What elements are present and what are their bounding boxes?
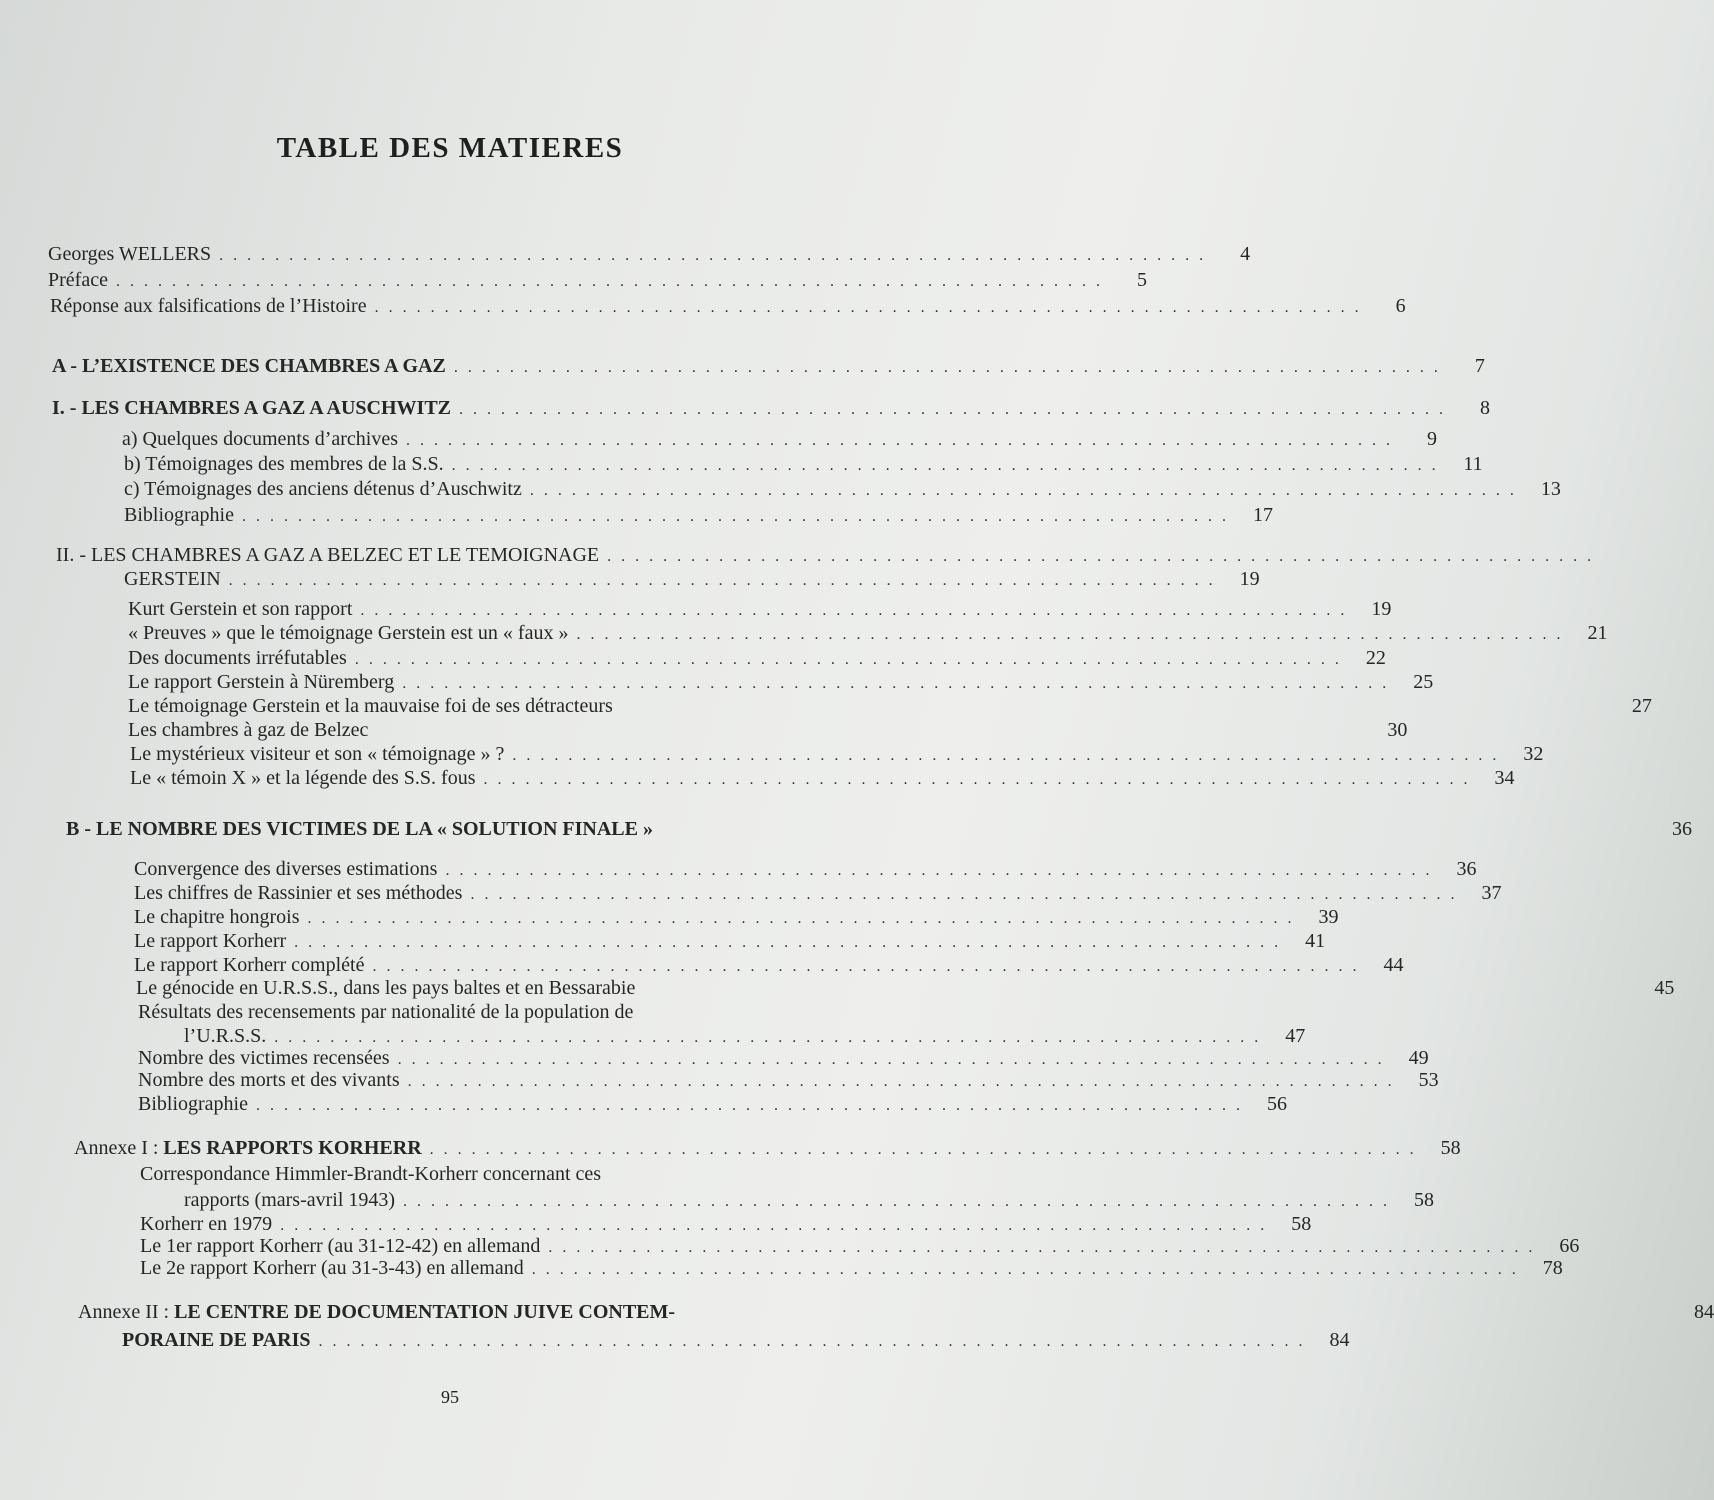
toc-entry-title: B - LE NOMBRE DES VICTIMES DE LA « SOLUTION FINALE » (66, 818, 653, 840)
toc-entry-title: Nombre des victimes recensées (138, 1047, 390, 1069)
toc-entry-title: Préface (48, 269, 108, 291)
toc-entry-title: Résultats des recensements par nationalité de la population de (138, 1001, 634, 1023)
toc-entry-page: 58 (1440, 1137, 1461, 1159)
toc-entry (140, 1256, 1563, 1280)
toc-entry-title: Réponse aux falsifications de l’Histoire (50, 295, 367, 317)
toc-entry-page: 4 (1240, 243, 1251, 265)
dot-leader: . . . . . . . . . . . . . . . . . . . . . . . . . . . . . . . . . . . . . . . . . . . . . . . . . . . . . . . . . . . . . . . . . . . . . . . (255, 1097, 1243, 1114)
toc-entry-title: Korherr en 1979 (140, 1213, 273, 1235)
dot-leader: . . . . . . . . . . . . . . . . . . . . . . . . . . . . . . . . . . . . . . . . . . . . . . . . . . . . . . . . . . . . . . . . . . . . . . . (451, 457, 1439, 474)
toc-entry (138, 1068, 1439, 1092)
toc-entry-page: 34 (1494, 767, 1515, 789)
dot-leader: . . . . . . . . . . . . . . . . . . . . . . . . . . . . . . . . . . . . . . . . . . . . . . . . . . . . . . . . . . . . . . . . . . . . . . . (548, 1239, 1536, 1256)
toc-entry-title: Les chiffres de Rassinier et ses méthodes (134, 882, 463, 904)
toc-entry-title: Des documents irréfutables (128, 647, 347, 669)
toc-entry (130, 742, 1544, 766)
toc-entry-bold-title: LES RAPPORTS KORHERR (163, 1137, 422, 1159)
dot-leader: . . . . . . . . . . . . . . . . . . . . . . . . . . . . . . . . . . . . . . . . . . . . . . . . . . . . . . . . . . . . . . . . . . . . . . . (576, 626, 1564, 643)
dot-leader: . . . . . . . . . . . . . . . . . . . . . . . . . . . . . . . . . . . . . . . . . . . . . . . . . . . . . . . . . . . . . . . . . . . . . . . (228, 572, 1216, 589)
toc-entry (128, 670, 1434, 694)
toc-entry-title: I. - LES CHAMBRES A GAZ A AUSCHWITZ (52, 397, 451, 419)
toc-entry (56, 543, 1595, 567)
toc-entry (140, 1162, 810, 1186)
dot-leader: . . . . . . . . . . . . . . . . . . . . . . . . . . . . . . . . . . . . . . . . . . . . . . . . . . . . . . . . . . . . . . . . . . . . . . . (429, 1141, 1417, 1158)
toc-entry (48, 242, 1251, 266)
toc-entry-title: c) Témoignages des anciens détenus d’Auschwitz (124, 478, 522, 500)
toc-entry-page: 13 (1540, 478, 1561, 500)
toc-entry-title: a) Quelques documents d’archives (122, 428, 399, 450)
toc-entry-title: rapports (mars-avril 1943) (184, 1189, 396, 1211)
dot-leader: . . . . . . . . . . . . . . . . . . . . . . . . . . . . . . . . . . . . . . . . . . . . . . . . . . . . . . . . . . . . . . . . . . . . . . . (307, 910, 1295, 927)
dot-leader: . . . . . . . . . . . . . . . . . . . . . . . . . . . . . . . . . . . . . . . . . . . . . . . . . . . . . . . . . . . . . . . . . . . . . . . (115, 273, 1103, 290)
dot-leader: . . . . . . . . . . . . . . . . . . . . . . . . . . . . . . . . . . . . . . . . . . . . . . . . . . . . . . . . . . . . . . . . . . . . . . . (318, 1333, 1306, 1350)
toc-entry-page: 11 (1463, 453, 1483, 475)
toc-entry (134, 857, 1477, 881)
toc-entry-title: Correspondance Himmler-Brandt-Korherr concernant ces (140, 1163, 602, 1185)
toc-entry (78, 1300, 1714, 1324)
toc-entry (134, 929, 1326, 953)
toc-entry-page: 78 (1542, 1257, 1563, 1279)
toc-entry-page: 66 (1559, 1235, 1580, 1257)
toc-entry-page: 58 (1291, 1213, 1312, 1235)
toc-entry (52, 354, 1485, 378)
toc-entry (134, 953, 1404, 977)
toc-entry-page: 44 (1383, 954, 1404, 976)
toc-entry-page: 84 (1329, 1329, 1350, 1351)
dot-leader: . . . . . . . . . . . . . . . . . . . . . . . . . . . . . . . . . . . . . . . . . . . . . . . . . . . . . . . . . . . . . . . . . . . . . . . (403, 1193, 1391, 1210)
toc-entry (128, 621, 1608, 645)
toc-entry-page: 21 (1587, 622, 1608, 644)
toc-entry (134, 905, 1339, 929)
toc-entry-page: 58 (1414, 1189, 1435, 1211)
dot-leader: . . . . . . . . . . . . . . . . . . . . . . . . . . . . . . . . . . . . . . . . . . . . . . . . . . . . . . . . . . . . . . . . . . . . . . . (360, 602, 1348, 619)
dot-leader: . . . . . . . . . . . . . . . . . . . . . . . . . . . . . . . . . . . . . . . . . . . . . . . . . . . . . . . . . . . . . . . . . . . . . . . (294, 934, 1282, 951)
dot-leader: . . . . . . . . . . . . . . . . . . . . . . . . . . . . . . . . . . . . . . . . . . . . . . . . . . . . . . . . . . . . . . . . . . . . . . . (531, 1261, 1519, 1278)
toc-entry-page: 25 (1413, 671, 1434, 693)
toc-entry-page: 41 (1305, 930, 1326, 952)
toc-entry (184, 1024, 1306, 1048)
toc-entry-page: 22 (1365, 647, 1386, 669)
toc-entry-title: Le 2e rapport Korherr (au 31-3-43) en allemand (140, 1257, 524, 1279)
toc-entry-page: 36 (1456, 858, 1477, 880)
toc-entry (124, 452, 1483, 476)
toc-entry (66, 817, 1692, 841)
toc-entry-title: Le génocide en U.R.S.S., dans les pays baltes et en Bessarabie (136, 977, 636, 999)
toc-entry (134, 881, 1502, 905)
dot-leader: . . . . . . . . . . . . . . . . . . . . . . . . . . . . . . . . . . . . . . . . . . . . . . . . . . . . . . . . . . . . . . . . . . . . . . . (529, 482, 1517, 499)
toc-entry (52, 396, 1490, 420)
toc-entry (130, 766, 1515, 790)
dot-leader: . . . . . . . . . . . . . . . . . . . . . . . . . . . . . . . . . . . . . . . . . . . . . . . . . . . . . . . . . . . . . . . . . . . . . . . (219, 247, 1207, 264)
toc-entry (128, 718, 1408, 742)
toc-entry (124, 477, 1561, 501)
dot-leader: . . . . . . . . . . . . . . . . . . . . . . . . . . . . . . . . . . . . . . . . . . . . . . . . . . . . . . . . . . . . . . . . . . . . . . . (607, 548, 1595, 565)
toc-entry-bold-title: LE CENTRE DE DOCUMENTATION JUIVE CONTEM- (174, 1301, 676, 1323)
toc-entry-title: Bibliographie (138, 1093, 248, 1115)
toc-entry-page: 37 (1481, 882, 1502, 904)
page-title: TABLE DES MATIERES (276, 132, 624, 164)
toc-entry-title: Le 1er rapport Korherr (au 31-12-42) en allemand (140, 1235, 541, 1257)
toc-entry-page: 17 (1252, 504, 1273, 526)
toc-entry-page: 19 (1371, 598, 1392, 620)
toc-entry-title: Le mystérieux visiteur et son « témoignage » ? (130, 743, 505, 765)
toc-entry-title: Georges WELLERS (48, 243, 212, 265)
toc-entry-title: b) Témoignages des membres de la S.S. (124, 453, 444, 475)
toc-entry-page: 6 (1395, 295, 1406, 317)
dot-leader: . . . . . . . . . . . . . . . . . . . . . . . . . . . . . . . . . . . . . . . . . . . . . . . . . . . . . . . . . . . . . . . . . . . . . . . (406, 432, 1394, 449)
toc-entry-page: 7 (1474, 355, 1485, 377)
toc-entry-title: Nombre des morts et des vivants (138, 1069, 400, 1091)
dot-leader: . . . . . . . . . . . . . . . . . . . . . . . . . . . . . . . . . . . . . . . . . . . . . . . . . . . . . . . . . . . . . . . . . . . . . . . (459, 401, 1446, 418)
dot-leader: . . . . . . . . . . . . . . . . . . . . . . . . . . . . . . . . . . . . . . . . . . . . . . . . . . . . . . . . . . . . . . . . . . . . . . . (354, 651, 1342, 668)
toc-entry (140, 1234, 1580, 1258)
toc-entry-title: Le rapport Korherr complété (134, 954, 365, 976)
toc-entry (48, 268, 1147, 292)
toc-entry-page: 30 (1387, 719, 1408, 741)
toc-entry (122, 427, 1438, 451)
toc-entry (128, 646, 1386, 670)
toc-entry (122, 1328, 1350, 1352)
dot-leader: . . . . . . . . . . . . . . . . . . . . . . . . . . . . . . . . . . . . . . . . . . . . . . . . . . . . . . . . . . . . . . . . . . . . . . . (374, 299, 1362, 316)
toc-entry-page: 32 (1523, 743, 1544, 765)
page-number: 95 (441, 1387, 459, 1407)
toc-entry-page: 5 (1136, 269, 1147, 291)
toc-entry (128, 597, 1392, 621)
dot-leader: . . . . . . . . . . . . . . . . . . . . . . . . . . . . . . . . . . . . . . . . . . . . . . . . . . . . . . . . . . . . . . . . . . . . . . . (402, 675, 1390, 692)
dot-leader: . . . . . . . . . . . . . . . . . . . . . . . . . . . . . . . . . . . . . . . . . . . . . . . . . . . . . . . . . . . . . . . . . . . . . . . (470, 886, 1458, 903)
toc-entry-page: 49 (1408, 1047, 1429, 1069)
dot-leader: . . . . . . . . . . . . . . . . . . . . . . . . . . . . . . . . . . . . . . . . . . . . . . . . . . . . . . . . . . . . . . . . . . . . . . . (241, 508, 1229, 525)
toc-entry-title: II. - LES CHAMBRES A GAZ A BELZEC ET LE TEMOIGNAGE (56, 544, 600, 566)
dot-leader: . . . . . . . . . . . . . . . . . . . . . . . . . . . . . . . . . . . . . . . . . . . . . . . . . . . . . . . . . . . . . . . . . . . . . . . (445, 862, 1433, 879)
toc-entry-prefix: Annexe I : (74, 1137, 164, 1159)
toc-entry (138, 1000, 818, 1024)
toc-entry-page: 8 (1480, 397, 1490, 419)
toc-entry-page: 84 (1694, 1301, 1714, 1323)
toc-entry-title: Les chambres à gaz de Belzec (128, 719, 369, 741)
dot-leader: . . . . . . . . . . . . . . . . . . . . . . . . . . . . . . . . . . . . . . . . . . . . . . . . . . . . . . . . . . . . . . . . . . . . . . . (512, 747, 1500, 764)
toc-entry-title: PORAINE DE PARIS (122, 1329, 311, 1351)
toc-entry-page: 39 (1318, 906, 1339, 928)
toc-entry (128, 694, 1652, 718)
dot-leader: . . . . . . . . . . . . . . . . . . . . . . . . . . . . . . . . . . . . . . . . . . . . . . . . . . . . . . . . . . . . . . . . . . . . . . . (397, 1051, 1385, 1068)
toc-entry (50, 294, 1406, 318)
toc-entry (124, 567, 1260, 591)
toc-entry-page: 27 (1631, 695, 1652, 717)
toc-entry-title: A - L’EXISTENCE DES CHAMBRES A GAZ (52, 355, 446, 377)
toc-entry (136, 976, 1675, 1000)
toc-entry-title: « Preuves » que le témoignage Gerstein est un « faux » (128, 622, 569, 644)
toc-entry (124, 503, 1273, 527)
toc-entry (184, 1188, 1435, 1212)
toc-entry-title: Le chapitre hongrois (134, 906, 300, 928)
dot-leader: . . . . . . . . . . . . . . . . . . . . . . . . . . . . . . . . . . . . . . . . . . . . . . . . . . . . . . . . . . . . . . . . . . . . . . . (372, 958, 1360, 975)
toc-entry-title (78, 1300, 675, 1324)
toc-entry-page: 9 (1427, 428, 1438, 450)
toc-entry-page: 56 (1266, 1093, 1287, 1115)
toc-entry-page: 53 (1418, 1069, 1439, 1091)
toc-entry-page: 36 (1671, 818, 1692, 840)
dot-leader: . . . . . . . . . . . . . . . . . . . . . . . . . . . . . . . . . . . . . . . . . . . . . . . . . . . . . . . . . . . . . . . . . . . . . . . (280, 1217, 1268, 1234)
toc-entry-title (74, 1136, 422, 1160)
toc-entry-page: 47 (1285, 1025, 1306, 1047)
toc-entry-prefix: Annexe II : (78, 1301, 175, 1323)
toc-entry-title: Le « témoin X » et la légende des S.S. fous (130, 767, 476, 789)
toc-entry-page: 19 (1239, 568, 1260, 590)
toc-entry-page: 45 (1654, 977, 1675, 999)
dot-leader: . . . . . . . . . . . . . . . . . . . . . . . . . . . . . . . . . . . . . . . . . . . . . . . . . . . . . . . . . . . . . . . . . . . . . . . (483, 771, 1471, 788)
toc-entry (74, 1136, 1461, 1160)
toc-entry (140, 1212, 1312, 1236)
dot-leader: . . . . . . . . . . . . . . . . . . . . . . . . . . . . . . . . . . . . . . . . . . . . . . . . . . . . . . . . . . . . . . . . . . . . . . . (274, 1029, 1262, 1046)
dot-leader: . . . . . . . . . . . . . . . . . . . . . . . . . . . . . . . . . . . . . . . . . . . . . . . . . . . . . . . . . . . . . . . . . . . . . . . (453, 359, 1441, 376)
dot-leader: . . . . . . . . . . . . . . . . . . . . . . . . . . . . . . . . . . . . . . . . . . . . . . . . . . . . . . . . . . . . . . . . . . . . . . . (407, 1073, 1395, 1090)
toc-entry-title: Kurt Gerstein et son rapport (128, 598, 353, 620)
toc-entry (138, 1046, 1429, 1070)
toc-entry-title: GERSTEIN (124, 568, 221, 590)
toc-entry-title: Le témoignage Gerstein et la mauvaise foi de ses détracteurs (128, 695, 613, 717)
toc-entry-title: Le rapport Gerstein à Nüremberg (128, 671, 395, 693)
toc-entry (138, 1092, 1287, 1116)
toc-entry-title: Convergence des diverses estimations (134, 858, 438, 880)
toc-entry-title: Le rapport Korherr (134, 930, 287, 952)
toc-entry-title: Bibliographie (124, 504, 234, 526)
toc-entry-title: l’U.R.S.S. (184, 1025, 267, 1047)
